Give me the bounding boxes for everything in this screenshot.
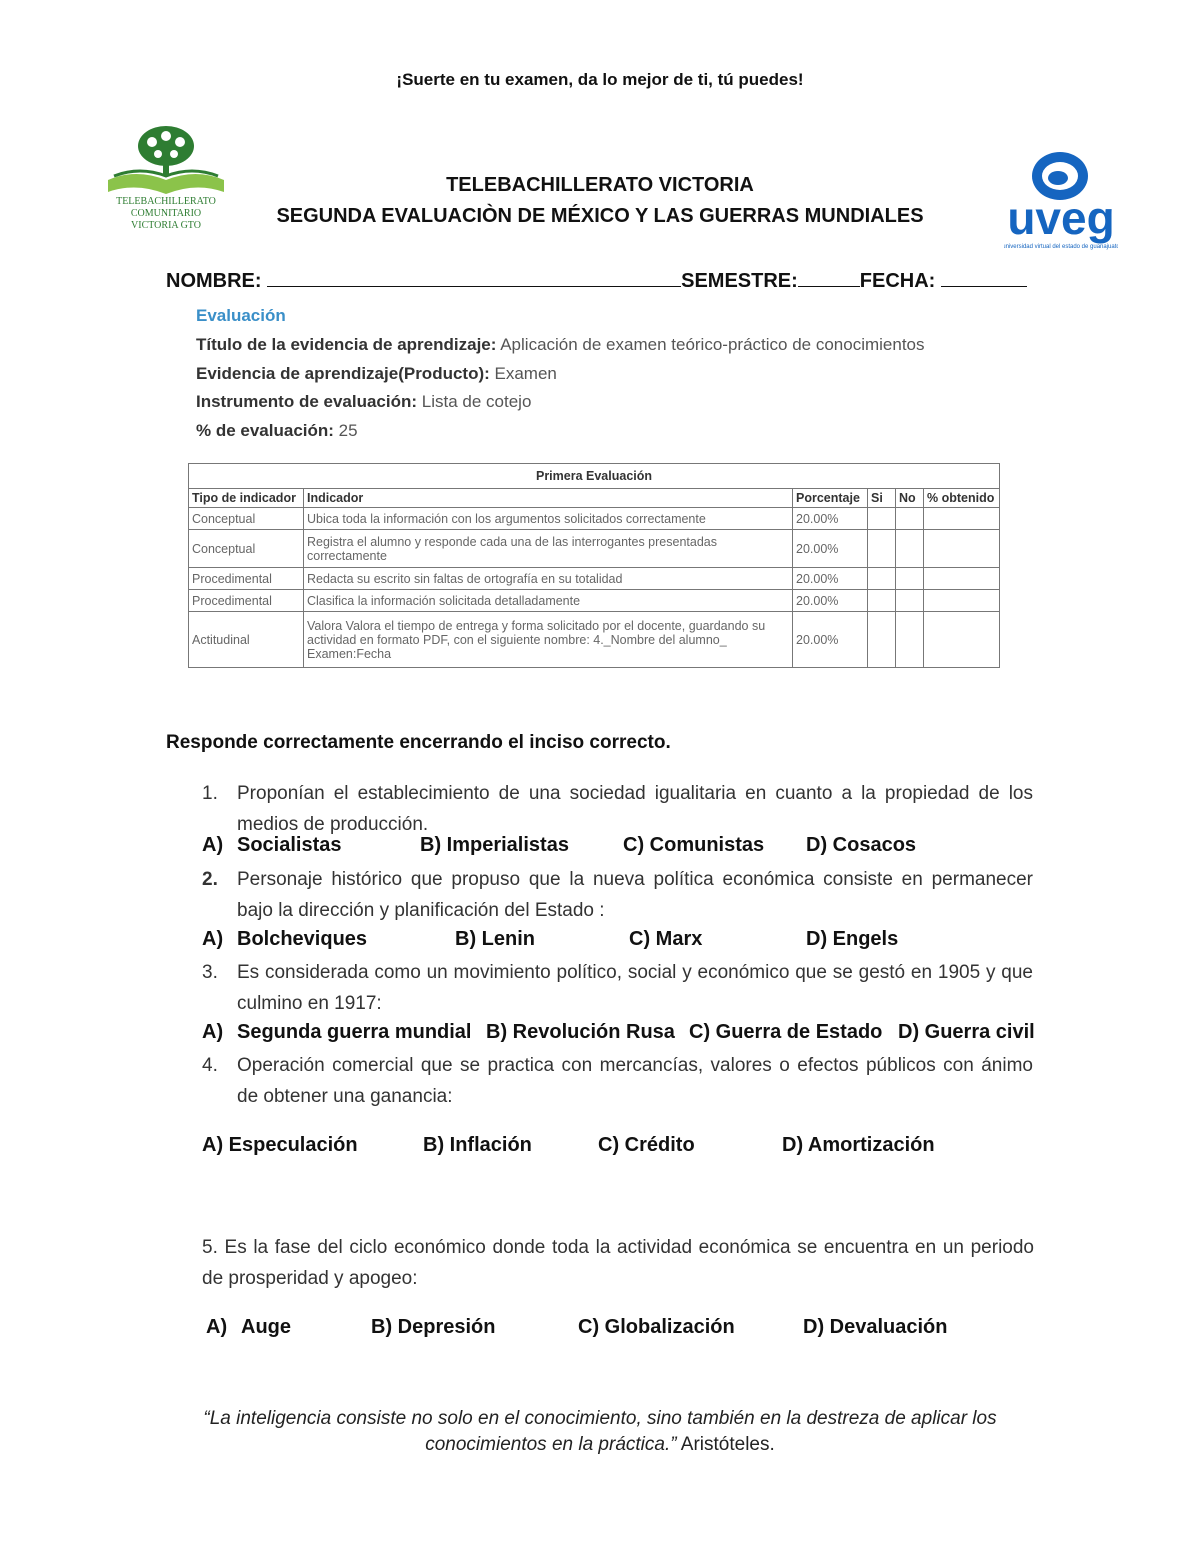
evaluation-value: 25 (338, 421, 358, 440)
si-cell[interactable] (868, 508, 896, 530)
nombre-field[interactable] (267, 268, 681, 287)
tipo-cell: Conceptual (189, 508, 304, 530)
option-c[interactable]: C) Crédito (598, 1134, 695, 1156)
obtenido-cell[interactable] (924, 508, 1000, 530)
school-title: TELEBACHILLERATO VICTORIA (446, 174, 754, 196)
semestre-field[interactable] (798, 268, 860, 287)
exam-title: SEGUNDA EVALUACIÒN DE MÉXICO Y LAS GUERRAS MUNDIALES (276, 205, 924, 227)
indicador-cell: Valora Valora el tiempo de entrega y forma solicitado por el docente, guardando su actividad en formato PDF, con el siguiente nombre: 4._Nombre del alumno_ Examen:Fecha (304, 612, 793, 668)
option-d[interactable]: D) Amortización (782, 1134, 935, 1156)
porcentaje-cell: 20.00% (793, 590, 868, 612)
column-header: Si (868, 489, 896, 508)
indicador-cell: Ubica toda la información con los argumentos solicitados correctamente (304, 508, 793, 530)
si-cell[interactable] (868, 612, 896, 668)
rubric-caption: Primera Evaluación (189, 464, 1000, 489)
no-cell[interactable] (896, 508, 924, 530)
option-d[interactable]: D) Cosacos (806, 834, 917, 856)
porcentaje-cell: 20.00% (793, 530, 868, 568)
motto: ¡Suerte en tu examen, da lo mejor de ti, tú puedes! (396, 70, 804, 89)
uveg-wordmark: uveg (1007, 192, 1115, 244)
uveg-logo (1004, 148, 1118, 258)
option-a-letter[interactable]: A) (202, 928, 224, 950)
evaluation-label: % de evaluación: (196, 421, 334, 440)
tipo-cell: Procedimental (189, 590, 304, 612)
question-number: 1. (202, 783, 218, 804)
question-text: Es considerada como un movimiento político, social y económico que se gestó en 1905 y que culmino en 1917: (237, 962, 1033, 1014)
tipo-cell: Procedimental (189, 568, 304, 590)
logo-caption-1: TELEBACHILLERATO (116, 196, 216, 207)
evaluation-label: Evidencia de aprendizaje(Producto): (196, 364, 490, 383)
option-d[interactable]: D) Guerra civil (898, 1021, 1035, 1043)
option-a-letter[interactable]: A) (202, 834, 224, 856)
si-cell[interactable] (868, 530, 896, 568)
evaluation-row (196, 421, 358, 441)
evaluation-label: Título de la evidencia de aprendizaje: (196, 335, 497, 354)
question-number: 2. (202, 869, 218, 890)
uveg-subtitle: universidad virtual del estado de guanajuato (1004, 244, 1118, 250)
option-b[interactable]: B) Lenin (455, 928, 535, 950)
no-cell[interactable] (896, 568, 924, 590)
question-text: Personaje histórico que propuso que la nueva política económica consiste en permanecer bajo la dirección y planificación del Estado : (237, 869, 1033, 921)
option-b[interactable]: B) Depresión (371, 1316, 496, 1338)
table-row (189, 612, 1000, 668)
evaluation-value: Aplicación de examen teórico-práctico de conocimientos (500, 335, 925, 354)
column-header: % obtenido (924, 489, 1000, 508)
option-a-text[interactable]: Segunda guerra mundial (237, 1021, 472, 1043)
table-row (189, 508, 1000, 530)
evaluation-row (196, 392, 531, 412)
tipo-cell: Conceptual (189, 530, 304, 568)
column-header: Porcentaje (793, 489, 868, 508)
tipo-cell: Actitudinal (189, 612, 304, 668)
option-a-letter[interactable]: A) (202, 1021, 224, 1043)
indicador-cell: Clasifica la información solicitada detalladamente (304, 590, 793, 612)
porcentaje-cell: 20.00% (793, 568, 868, 590)
option-b[interactable]: B) Imperialistas (420, 834, 569, 856)
obtenido-cell[interactable] (924, 568, 1000, 590)
semestre-label: SEMESTRE: (681, 270, 798, 292)
si-cell[interactable] (868, 568, 896, 590)
porcentaje-cell: 20.00% (793, 612, 868, 668)
obtenido-cell[interactable] (924, 530, 1000, 568)
question-4 (0, 1050, 1200, 1112)
porcentaje-cell: 20.00% (793, 508, 868, 530)
table-row (189, 590, 1000, 612)
option-a-letter[interactable]: A) (206, 1316, 228, 1338)
question-5 (202, 1232, 1034, 1294)
question-number: 5. (202, 1237, 218, 1258)
quote-text: “La inteligencia consiste no solo en el conocimiento, sino también en la destreza de aplicar los conocimientos en la práctica.” (203, 1408, 997, 1455)
option-c[interactable]: C) Globalización (578, 1316, 735, 1338)
fecha-label: FECHA: (859, 270, 936, 292)
indicador-cell: Registra el alumno y responde cada una de las interrogantes presentadas correctamente (304, 530, 793, 568)
column-header: Tipo de indicador (189, 489, 304, 508)
option-b[interactable]: B) Inflación (423, 1134, 532, 1156)
question-number: 3. (202, 962, 218, 983)
evaluation-row (196, 335, 925, 355)
uveg-emblem-icon (1004, 148, 1118, 258)
option-a-text[interactable]: Auge (241, 1316, 291, 1338)
evaluation-row (196, 364, 557, 384)
option-c[interactable]: C) Guerra de Estado (689, 1021, 883, 1043)
option-b[interactable]: B) Revolución Rusa (486, 1021, 675, 1043)
column-header: Indicador (304, 489, 793, 508)
no-cell[interactable] (896, 530, 924, 568)
obtenido-cell[interactable] (924, 612, 1000, 668)
indicador-cell: Redacta su escrito sin faltas de ortografía en su totalidad (304, 568, 793, 590)
logo-caption-2: COMUNITARIO (130, 208, 202, 219)
question-text: Operación comercial que se practica con mercancías, valores o efectos públicos con ánimo de obtener una ganancia: (237, 1055, 1033, 1107)
question-number: 4. (202, 1055, 218, 1076)
si-cell[interactable] (868, 590, 896, 612)
closing-quote (150, 1406, 1050, 1458)
evaluation-label: Instrumento de evaluación: (196, 392, 418, 411)
quote-author: Aristóteles. (680, 1434, 775, 1455)
question-text: Es la fase del ciclo económico donde toda la actividad económica se encuentra en un periodo de prosperidad y apogeo: (202, 1237, 1034, 1289)
table-row (189, 530, 1000, 568)
rubric-table (188, 463, 1000, 668)
obtenido-cell[interactable] (924, 590, 1000, 612)
instructions: Responde correctamente encerrando el inciso correcto. (166, 732, 671, 753)
option-a-text[interactable]: Socialistas (237, 834, 342, 856)
nombre-label: NOMBRE: (166, 270, 262, 292)
logo-caption-3: VICTORIA GTO (131, 220, 201, 231)
question-1 (0, 778, 1200, 840)
evaluation-value: Lista de cotejo (421, 392, 532, 411)
option-a-text[interactable]: Bolcheviques (237, 928, 368, 950)
option-c[interactable]: C) Comunistas (623, 834, 765, 856)
column-header: No (896, 489, 924, 508)
no-cell[interactable] (896, 612, 924, 668)
table-row (189, 568, 1000, 590)
student-info-line (166, 268, 1027, 293)
option-d[interactable]: D) Engels (806, 928, 899, 950)
question-3 (0, 957, 1200, 1019)
option-c[interactable]: C) Marx (629, 928, 703, 950)
no-cell[interactable] (896, 590, 924, 612)
option-d[interactable]: D) Devaluación (803, 1316, 948, 1338)
fecha-field[interactable] (941, 268, 1027, 287)
evaluation-value: Examen (494, 364, 557, 383)
option-a[interactable]: A) Especulación (202, 1134, 358, 1156)
question-text: Proponían el establecimiento de una sociedad igualitaria en cuanto a la propiedad de los medios de producción. (237, 783, 1033, 835)
question-2 (0, 864, 1200, 926)
evaluation-heading: Evaluación (196, 306, 286, 325)
